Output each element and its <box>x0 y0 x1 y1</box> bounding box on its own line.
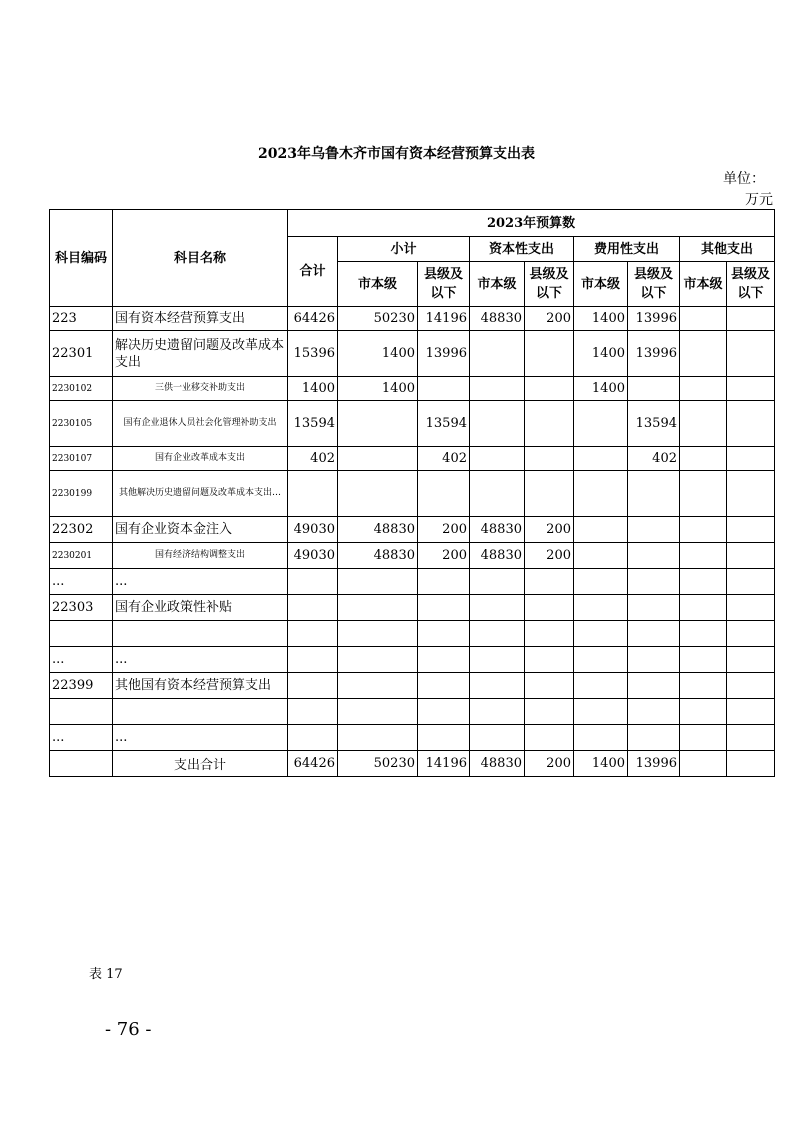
row-value <box>338 673 418 699</box>
row-value: 200 <box>525 517 574 543</box>
row-value <box>574 699 628 725</box>
row-value <box>338 725 418 751</box>
row-name: 国有资本经营预算支出 <box>113 307 288 331</box>
row-value <box>574 471 628 517</box>
row-value: 48830 <box>470 307 525 331</box>
row-value: 1400 <box>574 377 628 401</box>
row-value <box>288 569 338 595</box>
header-county-level: 县级及 以下 <box>418 262 470 307</box>
row-value <box>727 621 775 647</box>
row-value: 1400 <box>338 377 418 401</box>
row-value <box>288 595 338 621</box>
row-value <box>680 699 727 725</box>
row-value <box>680 377 727 401</box>
row-code: ... <box>50 569 113 595</box>
row-value: 13594 <box>418 401 470 447</box>
row-value: 13594 <box>628 401 680 447</box>
row-value <box>288 647 338 673</box>
row-value <box>418 725 470 751</box>
row-name: 其他解决历史遗留问题及改革成本支出… <box>113 471 288 517</box>
row-value <box>470 447 525 471</box>
row-value: 14196 <box>418 307 470 331</box>
total-label: 支出合计 <box>113 751 288 777</box>
row-code: 2230102 <box>50 377 113 401</box>
row-value <box>525 725 574 751</box>
row-value <box>525 331 574 377</box>
header-expense: 费用性支出 <box>574 237 680 262</box>
row-value: 13996 <box>628 307 680 331</box>
row-value <box>727 447 775 471</box>
row-value: 200 <box>418 517 470 543</box>
table-row <box>50 569 775 595</box>
row-value <box>418 471 470 517</box>
row-value <box>680 543 727 569</box>
unit-label: 单位： <box>723 171 765 187</box>
row-value <box>338 569 418 595</box>
row-value <box>628 543 680 569</box>
row-value <box>525 699 574 725</box>
row-value: 1400 <box>288 377 338 401</box>
row-value <box>418 569 470 595</box>
header-name: 科目名称 <box>113 210 288 307</box>
row-code: 22301 <box>50 331 113 377</box>
table-row <box>50 543 775 569</box>
table-row <box>50 699 775 725</box>
header-other: 其他支出 <box>680 237 775 262</box>
row-value <box>574 517 628 543</box>
row-value <box>470 401 525 447</box>
total-code <box>50 751 113 777</box>
row-value: 1400 <box>574 331 628 377</box>
row-value <box>628 377 680 401</box>
header-budget: 2023年预算数 <box>288 210 775 237</box>
row-value <box>418 595 470 621</box>
row-value <box>288 725 338 751</box>
header-total: 合计 <box>288 237 338 307</box>
header-city-level: 市本级 <box>574 262 628 307</box>
row-value: 402 <box>418 447 470 471</box>
row-code: ... <box>50 647 113 673</box>
row-value <box>338 647 418 673</box>
row-value <box>338 471 418 517</box>
row-value <box>338 447 418 471</box>
row-value <box>288 699 338 725</box>
row-value <box>680 447 727 471</box>
row-name: 国有企业资本金注入 <box>113 517 288 543</box>
row-value <box>418 377 470 401</box>
row-value <box>628 647 680 673</box>
row-name: 解决历史遗留问题及改革成本支出 <box>113 331 288 377</box>
row-name <box>113 621 288 647</box>
row-value <box>680 401 727 447</box>
table-row <box>50 517 775 543</box>
table-row <box>50 647 775 673</box>
row-value <box>628 699 680 725</box>
table-row <box>50 377 775 401</box>
row-value: 1400 <box>574 307 628 331</box>
row-value <box>628 471 680 517</box>
row-name: 国有经济结构调整支出 <box>113 543 288 569</box>
row-value <box>288 621 338 647</box>
row-value <box>470 673 525 699</box>
row-value <box>525 621 574 647</box>
row-value <box>418 647 470 673</box>
row-name: ... <box>113 647 288 673</box>
row-name: 国有企业改革成本支出 <box>113 447 288 471</box>
row-value <box>574 401 628 447</box>
header-county-level: 县级及 以下 <box>727 262 775 307</box>
row-value <box>470 621 525 647</box>
header-county-level: 县级及 以下 <box>628 262 680 307</box>
total-value: 13996 <box>628 751 680 777</box>
total-value: 50230 <box>338 751 418 777</box>
row-value: 50230 <box>338 307 418 331</box>
row-name: 国有企业退休人员社会化管理补助支出 <box>113 401 288 447</box>
row-value <box>418 699 470 725</box>
row-value <box>574 621 628 647</box>
row-value <box>574 673 628 699</box>
budget-table <box>49 209 775 777</box>
row-code: 2230199 <box>50 471 113 517</box>
row-value <box>418 673 470 699</box>
row-value <box>628 595 680 621</box>
row-value <box>727 595 775 621</box>
row-value: 1400 <box>338 331 418 377</box>
row-value <box>727 377 775 401</box>
row-value <box>470 377 525 401</box>
row-value <box>680 621 727 647</box>
row-value <box>574 447 628 471</box>
row-value <box>727 699 775 725</box>
table-title: 2023年乌鲁木齐市国有资本经营预算支出表 <box>258 146 535 162</box>
header-code: 科目编码 <box>50 210 113 307</box>
row-value <box>525 595 574 621</box>
row-code: 2230105 <box>50 401 113 447</box>
row-value <box>470 569 525 595</box>
row-value <box>680 517 727 543</box>
row-value: 402 <box>628 447 680 471</box>
header-county-level: 县级及 以下 <box>525 262 574 307</box>
row-value <box>525 647 574 673</box>
total-value: 1400 <box>574 751 628 777</box>
row-value: 64426 <box>288 307 338 331</box>
row-value: 48830 <box>338 543 418 569</box>
row-value <box>727 569 775 595</box>
page-number: - 76 - <box>105 1019 152 1040</box>
row-value <box>525 401 574 447</box>
row-value: 13594 <box>288 401 338 447</box>
row-code: 22303 <box>50 595 113 621</box>
row-value: 48830 <box>470 543 525 569</box>
row-value <box>574 725 628 751</box>
row-code <box>50 621 113 647</box>
row-value: 48830 <box>338 517 418 543</box>
row-name: 国有企业政策性补贴 <box>113 595 288 621</box>
row-value: 200 <box>525 307 574 331</box>
unit-value: 万元 <box>745 192 773 208</box>
header-city-level: 市本级 <box>680 262 727 307</box>
row-value: 200 <box>418 543 470 569</box>
row-value <box>470 647 525 673</box>
row-value <box>628 673 680 699</box>
row-value: 13996 <box>628 331 680 377</box>
row-value <box>288 471 338 517</box>
row-value <box>525 377 574 401</box>
row-value <box>525 569 574 595</box>
row-value <box>680 307 727 331</box>
row-value <box>574 569 628 595</box>
table-row <box>50 725 775 751</box>
row-value <box>727 725 775 751</box>
row-value <box>727 307 775 331</box>
row-value <box>470 595 525 621</box>
row-value: 13996 <box>418 331 470 377</box>
header-subtotal: 小计 <box>338 237 470 262</box>
header-city-level: 市本级 <box>338 262 418 307</box>
header-capital: 资本性支出 <box>470 237 574 262</box>
row-name: ... <box>113 725 288 751</box>
table-number: 表 17 <box>89 967 123 982</box>
row-value <box>525 673 574 699</box>
row-value <box>470 699 525 725</box>
row-code: ... <box>50 725 113 751</box>
row-value <box>628 725 680 751</box>
row-value <box>628 621 680 647</box>
table-row <box>50 471 775 517</box>
row-code: 22399 <box>50 673 113 699</box>
row-value <box>628 569 680 595</box>
table-body <box>50 307 775 777</box>
row-value: 49030 <box>288 517 338 543</box>
row-code: 22302 <box>50 517 113 543</box>
row-value <box>680 471 727 517</box>
row-name: 其他国有资本经营预算支出 <box>113 673 288 699</box>
total-value <box>727 751 775 777</box>
table-row <box>50 401 775 447</box>
row-value <box>680 595 727 621</box>
row-code: 2230107 <box>50 447 113 471</box>
table-row <box>50 331 775 377</box>
row-value: 200 <box>525 543 574 569</box>
total-value: 200 <box>525 751 574 777</box>
row-value <box>338 699 418 725</box>
table-row <box>50 307 775 331</box>
header-city-level: 市本级 <box>470 262 525 307</box>
total-value: 14196 <box>418 751 470 777</box>
row-value <box>727 673 775 699</box>
row-value <box>470 471 525 517</box>
row-code: 2230201 <box>50 543 113 569</box>
row-value <box>338 401 418 447</box>
row-code <box>50 699 113 725</box>
row-value <box>525 447 574 471</box>
row-value: 15396 <box>288 331 338 377</box>
row-value <box>680 647 727 673</box>
row-value <box>418 621 470 647</box>
row-value <box>727 331 775 377</box>
row-value <box>727 647 775 673</box>
total-row <box>50 751 775 777</box>
total-value: 48830 <box>470 751 525 777</box>
row-value <box>574 647 628 673</box>
row-value <box>727 471 775 517</box>
row-name: ... <box>113 569 288 595</box>
total-value <box>680 751 727 777</box>
row-name: 三供一业移交补助支出 <box>113 377 288 401</box>
row-value <box>628 517 680 543</box>
row-value <box>338 621 418 647</box>
row-value: 49030 <box>288 543 338 569</box>
row-value <box>727 401 775 447</box>
row-name <box>113 699 288 725</box>
row-value <box>574 595 628 621</box>
table-row <box>50 673 775 699</box>
table-row <box>50 595 775 621</box>
row-value <box>680 673 727 699</box>
total-value: 64426 <box>288 751 338 777</box>
row-value <box>727 517 775 543</box>
table-row <box>50 621 775 647</box>
row-value <box>680 569 727 595</box>
row-value: 48830 <box>470 517 525 543</box>
row-code: 223 <box>50 307 113 331</box>
row-value <box>574 543 628 569</box>
row-value <box>288 673 338 699</box>
row-value <box>470 331 525 377</box>
row-value <box>525 471 574 517</box>
row-value: 402 <box>288 447 338 471</box>
table-row <box>50 447 775 471</box>
row-value <box>727 543 775 569</box>
row-value <box>470 725 525 751</box>
row-value <box>338 595 418 621</box>
row-value <box>680 331 727 377</box>
row-value <box>680 725 727 751</box>
